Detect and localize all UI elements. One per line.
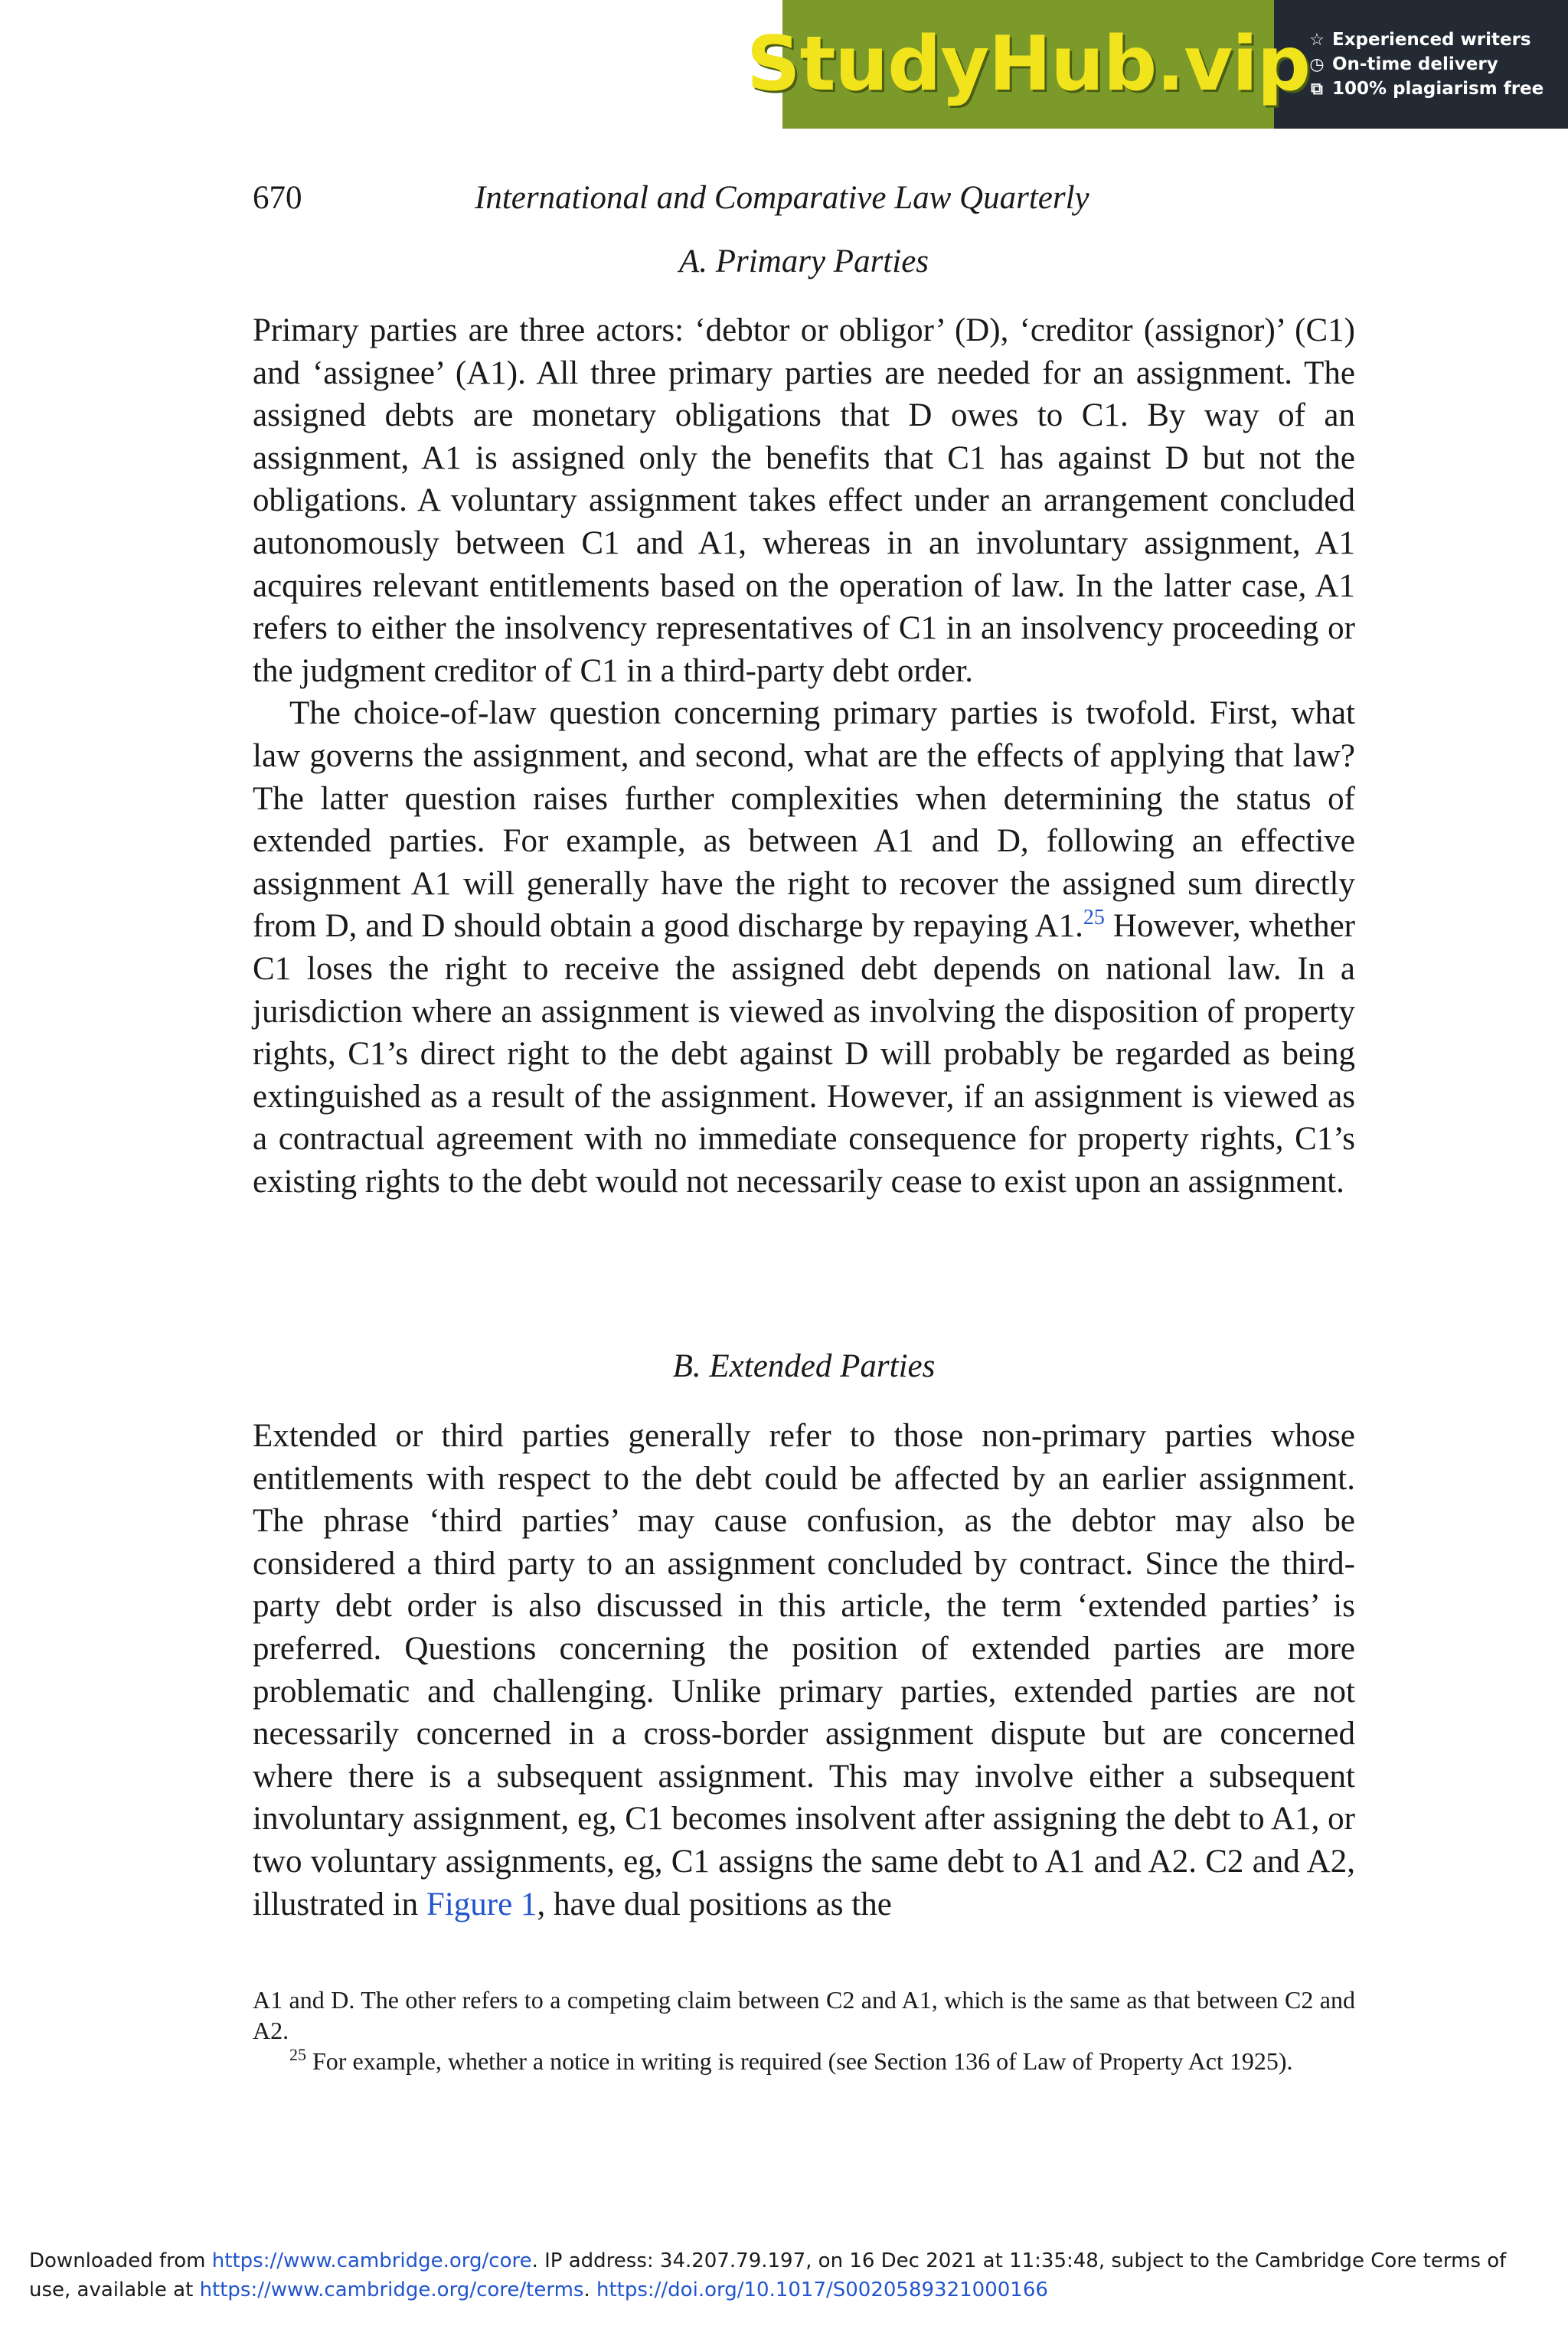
notice-text: . IP address: 34.207.79.197, on 16 Dec 2021 at 11:35:48, subject to the Cambridge Core terms of use, available at	[29, 2249, 1507, 2301]
footnote-text: For example, whether a notice in writing is required (see Section 136 of Law of Property Act 1925).	[312, 2047, 1293, 2075]
document-copy-icon: ⧉	[1311, 79, 1323, 99]
feature-label: On-time delivery	[1332, 54, 1498, 74]
feature-label: 100% plagiarism free	[1332, 79, 1544, 99]
section-b-body	[253, 1415, 1355, 1926]
section-a-body	[253, 309, 1355, 1203]
paragraph	[253, 692, 1355, 1203]
feature-item	[1308, 30, 1568, 50]
text-run: However, whether C1 loses the right to receive the assigned debt depends on national law. In a jurisdiction where an assignment is viewed as involving the disposition of property rights, C1’s direct right to the debt against D will probably be regarded as being extinguished as a result of the assignment. However, if an assignment is viewed as a contractual agreement with no immediate consequence for property rights, C1’s existing rights to the debt would not necessarily cease to exist upon an assignment.	[253, 908, 1355, 1200]
notice-text: Downloaded from	[29, 2249, 212, 2272]
footnote-25	[253, 2046, 1355, 2076]
text-run: , have dual positions as the	[537, 1886, 892, 1922]
cambridge-core-link[interactable]: https://www.cambridge.org/core	[211, 2249, 532, 2272]
feature-label: Experienced writers	[1332, 30, 1531, 50]
figure-1-link[interactable]: Figure 1	[426, 1886, 537, 1922]
section-heading-primary-parties: A. Primary Parties	[678, 243, 929, 279]
star-outline-icon: ☆	[1309, 30, 1325, 50]
cambridge-terms-link[interactable]: https://www.cambridge.org/core/terms	[199, 2278, 584, 2301]
footnote-reference[interactable]: 25	[1083, 906, 1105, 930]
banner-features	[1274, 0, 1568, 129]
text-run: Extended or third parties generally refer to those non-primary parties whose entitlements with respect to the debt could be affected by an earlier assignment. The phrase ‘third parties’ may cause confusion, as the debtor may also be considered a third party to an assignment concluded by contract. Since the third-party debt order is also discussed in this article, the term ‘extended parties’ is preferred. Questions concerning the position of extended parties are more problematic and challenging. Unlike primary parties, extended parties are not necessarily concerned in a cross-border assignment dispute but are concerned where there is a subsequent assignment. This may involve either a subsequent involuntary assignment, eg, C1 becomes insolvent after assigning the debt to A1, or two voluntary assignments, eg, C1 assigns the same debt to A1 and A2. C2 and A2, illustrated in	[253, 1418, 1355, 1922]
studyhub-banner[interactable]	[746, 0, 1568, 129]
logo-text: StudyHub.vip	[746, 21, 1311, 108]
studyhub-logo	[746, 0, 1311, 129]
paragraph: Primary parties are three actors: ‘debtor or obligor’ (D), ‘creditor (assignor)’ (C1) and ‘assignee’ (A1). All three primary parties are needed for an assignment. The assigned debts are monetary obligations that D owes to C1. By way of an assignment, A1 is assigned only the benefits that C1 has against D but not the obligations. A voluntary assignment takes effect under an arrangement concluded autonomously between C1 and A1, whereas in an involuntary assignment, A1 acquires relevant entitlements based on the operation of law. In the latter case, A1 refers to either the insolvency representatives of C1 in an insolvency proceeding or the judgment creditor of C1 in a third-party debt order.	[253, 312, 1355, 689]
feature-item	[1308, 79, 1568, 99]
paragraph	[253, 1415, 1355, 1926]
text-run: The choice-of-law question concerning primary parties is twofold. First, what law governs the assignment, and second, what are the effects of applying that law? The latter question raises further complexities when determining the status of extended parties. For example, as between A1 and D, following an effective assignment A1 will generally have the right to recover the assigned sum directly from D, and D should obtain a good discharge by repaying A1.	[253, 695, 1355, 945]
journal-title: International and Comparative Law Quarterly	[475, 180, 1089, 216]
running-header	[253, 179, 1355, 228]
feature-item	[1308, 54, 1568, 74]
page-number: 670	[253, 180, 302, 216]
notice-text: .	[583, 2278, 596, 2301]
footnotes	[253, 1984, 1355, 2076]
download-notice	[29, 2246, 1537, 2305]
doi-link[interactable]: https://doi.org/10.1017/S0020589321000166	[596, 2278, 1048, 2301]
footnote-number: 25	[289, 2045, 306, 2064]
clock-icon: ◷	[1309, 54, 1325, 74]
footnote-continued: A1 and D. The other refers to a competing claim between C2 and A1, which is the same as that between C2 and A2.	[253, 1986, 1355, 2044]
section-heading-extended-parties: B. Extended Parties	[672, 1348, 936, 1384]
